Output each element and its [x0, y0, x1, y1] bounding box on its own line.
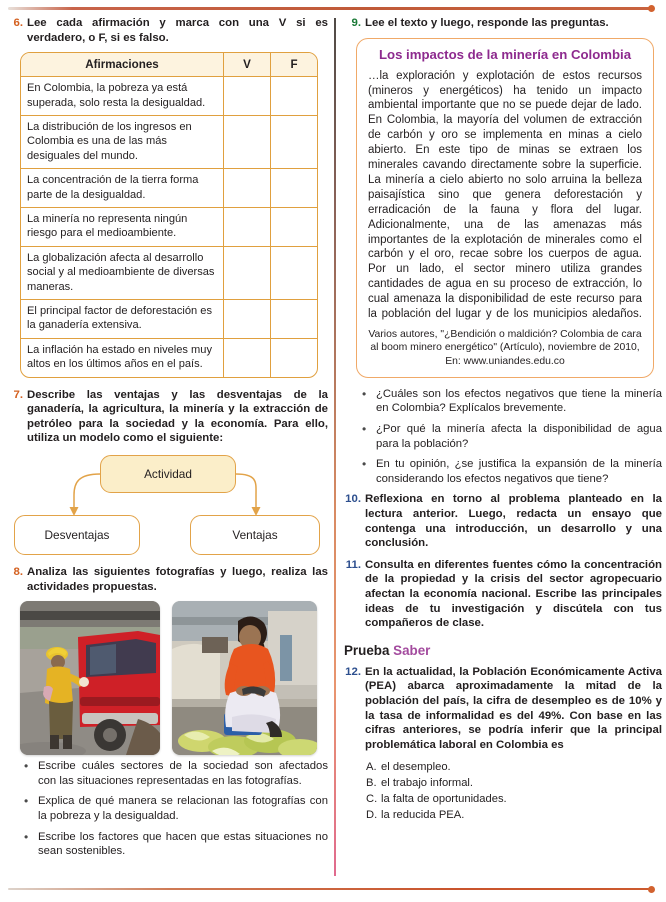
bullet-text: ¿Cuáles son los efectos negativos que tiene la minería en Colombia? Explícalos brevemente.	[376, 387, 662, 415]
checkbox-cell-f[interactable]	[271, 338, 318, 376]
checkbox-cell-v[interactable]	[224, 169, 271, 208]
option-c-text: la falta de oportunidades.	[381, 793, 507, 806]
exercise-6	[6, 16, 328, 45]
bullet-text: Explica de qué manera se relacionan las fotografías con la pobreza y la desigualdad.	[38, 795, 328, 823]
checkbox-cell-f[interactable]	[271, 169, 318, 208]
bottom-decorative-rule	[8, 888, 654, 890]
bullet-dot-icon: •	[24, 794, 29, 809]
exercise-9	[344, 16, 662, 31]
photo-woman-selling-corn	[172, 601, 317, 755]
activity-flow-diagram	[6, 453, 328, 557]
exercise-10-text: Reflexiona en torno al problema planteado en la lectura anterior. Luego, redacta un ensayo que contenga una introducción, un desarrollo y una conclusión.	[365, 493, 662, 550]
column-header-v: V	[224, 53, 271, 77]
exercise-11-number: 11.	[345, 558, 361, 571]
option-c-key: C.	[366, 793, 378, 806]
bottom-rule-dot-icon	[648, 886, 655, 893]
diagram-box-desventajas: Desventajas	[14, 515, 140, 555]
checkbox-cell-v[interactable]	[224, 246, 271, 299]
checkbox-cell-f[interactable]	[271, 77, 318, 116]
left-column	[6, 16, 328, 865]
option-d-key: D.	[366, 809, 378, 822]
table-header-row	[21, 53, 317, 77]
checkbox-cell-v[interactable]	[224, 116, 271, 169]
afirmacion-text: La minería no representa ningún riesgo para el medioambiente.	[21, 208, 224, 247]
column-divider	[334, 18, 336, 876]
exercise-8-bullets	[24, 759, 328, 859]
option-a-text: el desempleo.	[381, 761, 451, 774]
column-header-f: F	[271, 53, 318, 77]
photo-gallery	[20, 601, 328, 755]
list-item	[362, 387, 662, 416]
option-a-key: A.	[366, 761, 377, 774]
exercise-9-number: 9.	[351, 17, 361, 29]
list-item	[24, 794, 328, 823]
afirmacion-text: La distribución de los ingresos en Colombia es una de las más desiguales del mundo.	[21, 116, 224, 169]
option-c[interactable]	[366, 791, 662, 807]
bullet-dot-icon: •	[24, 759, 29, 774]
checkbox-cell-v[interactable]	[224, 77, 271, 116]
reading-body: …la exploración y explotación de estos recursos (mineros y energéticos) ha tenido un impacto ambiental importante que no se puede dejar de lado. En Colombia, la mayoría del volumen de extracción de carbón y oro se implementa en minas a cielo abierto. En este tipo de minas se extraen los minerales cavando directamente sobre la superficie. La minería a cielo abierto no solo arruina la belleza paisajística sino que genera deforestación y erradicación de la fauna y flora del lugar. Adicionalmente, una de las amenazas más importantes de la explotación de minerales como el carbón y el oro, recae sobre los cuerpos de agua. Por un lado, el sector minero utiliza grandes cantidades de agua en su proceso de extracción, lo cual amenaza la disponibilidad de este recurso para la población del lugar y de los municipios aledaños.	[368, 69, 642, 321]
diagram-box-actividad: Actividad	[100, 455, 236, 493]
table-row	[21, 77, 317, 116]
checkbox-cell-v[interactable]	[224, 338, 271, 376]
column-header-afirmaciones: Afirmaciones	[21, 53, 224, 77]
bullet-dot-icon: •	[362, 457, 367, 472]
bullet-text: Escribe cuáles sectores de la sociedad son afectados con las situaciones representadas en las fotografías.	[38, 760, 328, 787]
exercise-7-number: 7.	[13, 388, 23, 401]
option-d-text: la reducida PEA.	[381, 809, 465, 822]
exercise-12-number: 12.	[345, 665, 361, 678]
exercise-8-number: 8.	[13, 566, 23, 579]
exercise-11-text: Consulta en diferentes fuentes cómo la concentración de la propiedad y la crisis del sector agropecuario afectan la economía nacional. Escribe las principales ideas de tu investigación y discútela con tus compañeros de clase.	[365, 558, 662, 630]
bullet-text: En tu opinión, ¿se justifica la expansión de la minería considerando los efectos negativos que tiene?	[376, 458, 662, 485]
afirmacion-text: El principal factor de deforestación es la ganadería extensiva.	[21, 300, 224, 339]
bullet-text: ¿Por qué la minería afecta la disponibilidad de agua para la población?	[376, 423, 662, 450]
reading-passage-box	[356, 38, 654, 378]
table-row	[21, 169, 317, 208]
table-row	[21, 116, 317, 169]
prueba-word: Prueba	[344, 642, 390, 658]
list-item	[362, 457, 662, 486]
list-item	[24, 830, 328, 859]
checkbox-cell-f[interactable]	[271, 300, 318, 339]
option-d[interactable]	[366, 807, 662, 823]
option-b-text: el trabajo informal.	[381, 777, 474, 790]
exercise-7	[6, 388, 328, 446]
afirmacion-text: En Colombia, la pobreza ya está superada, solo resta la desigualdad.	[21, 77, 224, 116]
list-item	[362, 422, 662, 451]
checkbox-cell-f[interactable]	[271, 208, 318, 247]
multiple-choice-options	[366, 759, 662, 823]
option-a[interactable]	[366, 759, 662, 775]
table-row	[21, 208, 317, 247]
top-rule-dot-icon	[648, 5, 655, 12]
bullet-text: Escribe los factores que hacen que estas situaciones no sean sostenibles.	[38, 830, 328, 858]
bullet-dot-icon: •	[24, 829, 29, 844]
exercise-10-number: 10.	[345, 493, 361, 506]
top-decorative-rule	[8, 7, 654, 10]
bullet-dot-icon: •	[362, 386, 367, 401]
table-row	[21, 338, 317, 376]
diagram-box-ventajas: Ventajas	[190, 515, 320, 555]
table-row	[21, 300, 317, 339]
saber-word: Saber	[393, 642, 431, 658]
checkbox-cell-f[interactable]	[271, 116, 318, 169]
table-row	[21, 246, 317, 299]
exercise-9-bullets	[362, 387, 662, 487]
afirmacion-text: La inflación ha estado en niveles muy altos en los últimos años en el país.	[21, 338, 224, 376]
photo-street-vendor-boy	[20, 601, 160, 755]
afirmaciones-table	[20, 52, 318, 378]
option-b[interactable]	[366, 775, 662, 791]
exercise-12-text: En la actualidad, la Población Económicamente Activa (PEA) abarca aproximadamente la mitad de la población del país, la cifra de desempleo es de 10% y la tasa de informalidad es del 49%. Con base en las cifras anteriores, se podría inferir que la principal problemática laboral en Colombia es	[365, 665, 662, 751]
exercise-6-number: 6.	[13, 17, 23, 29]
exercise-6-text: Lee cada afirmación y marca con una V si es verdadero, o F, si es falso.	[27, 17, 328, 44]
checkbox-cell-v[interactable]	[224, 208, 271, 247]
exercise-11	[344, 558, 662, 631]
checkbox-cell-v[interactable]	[224, 300, 271, 339]
reading-title: Los impactos de la minería en Colombia	[378, 46, 632, 62]
checkbox-cell-f[interactable]	[271, 246, 318, 299]
list-item	[24, 759, 328, 788]
afirmacion-text: La concentración de la tierra forma parte de la desigualdad.	[21, 169, 224, 208]
right-column	[344, 16, 662, 823]
reading-source-citation: Varios autores, "¿Bendición o maldición? Colombia de cara al boom minero energético" (Artículo), noviembre de 2010, En: www.uniandes.edu.co	[368, 329, 642, 367]
bullet-dot-icon: •	[362, 422, 367, 437]
option-b-key: B.	[366, 777, 377, 790]
afirmacion-text: La globalización afecta al desarrollo social y al medioambiente de diversas maneras.	[21, 246, 224, 299]
exercise-12	[344, 665, 662, 753]
exercise-8-text: Analiza las siguientes fotografías y luego, realiza las actividades propuestas.	[27, 566, 328, 593]
exercise-9-text: Lee el texto y luego, responde las preguntas.	[365, 17, 609, 29]
prueba-saber-heading	[344, 643, 662, 658]
exercise-10	[344, 492, 662, 550]
exercise-7-text: Describe las ventajas y las desventajas de la ganadería, la agricultura, la minería y la extracción de petróleo para la sociedad y la economía. Para ello, utiliza un modelo como el siguiente:	[27, 388, 328, 445]
exercise-8	[6, 565, 328, 594]
